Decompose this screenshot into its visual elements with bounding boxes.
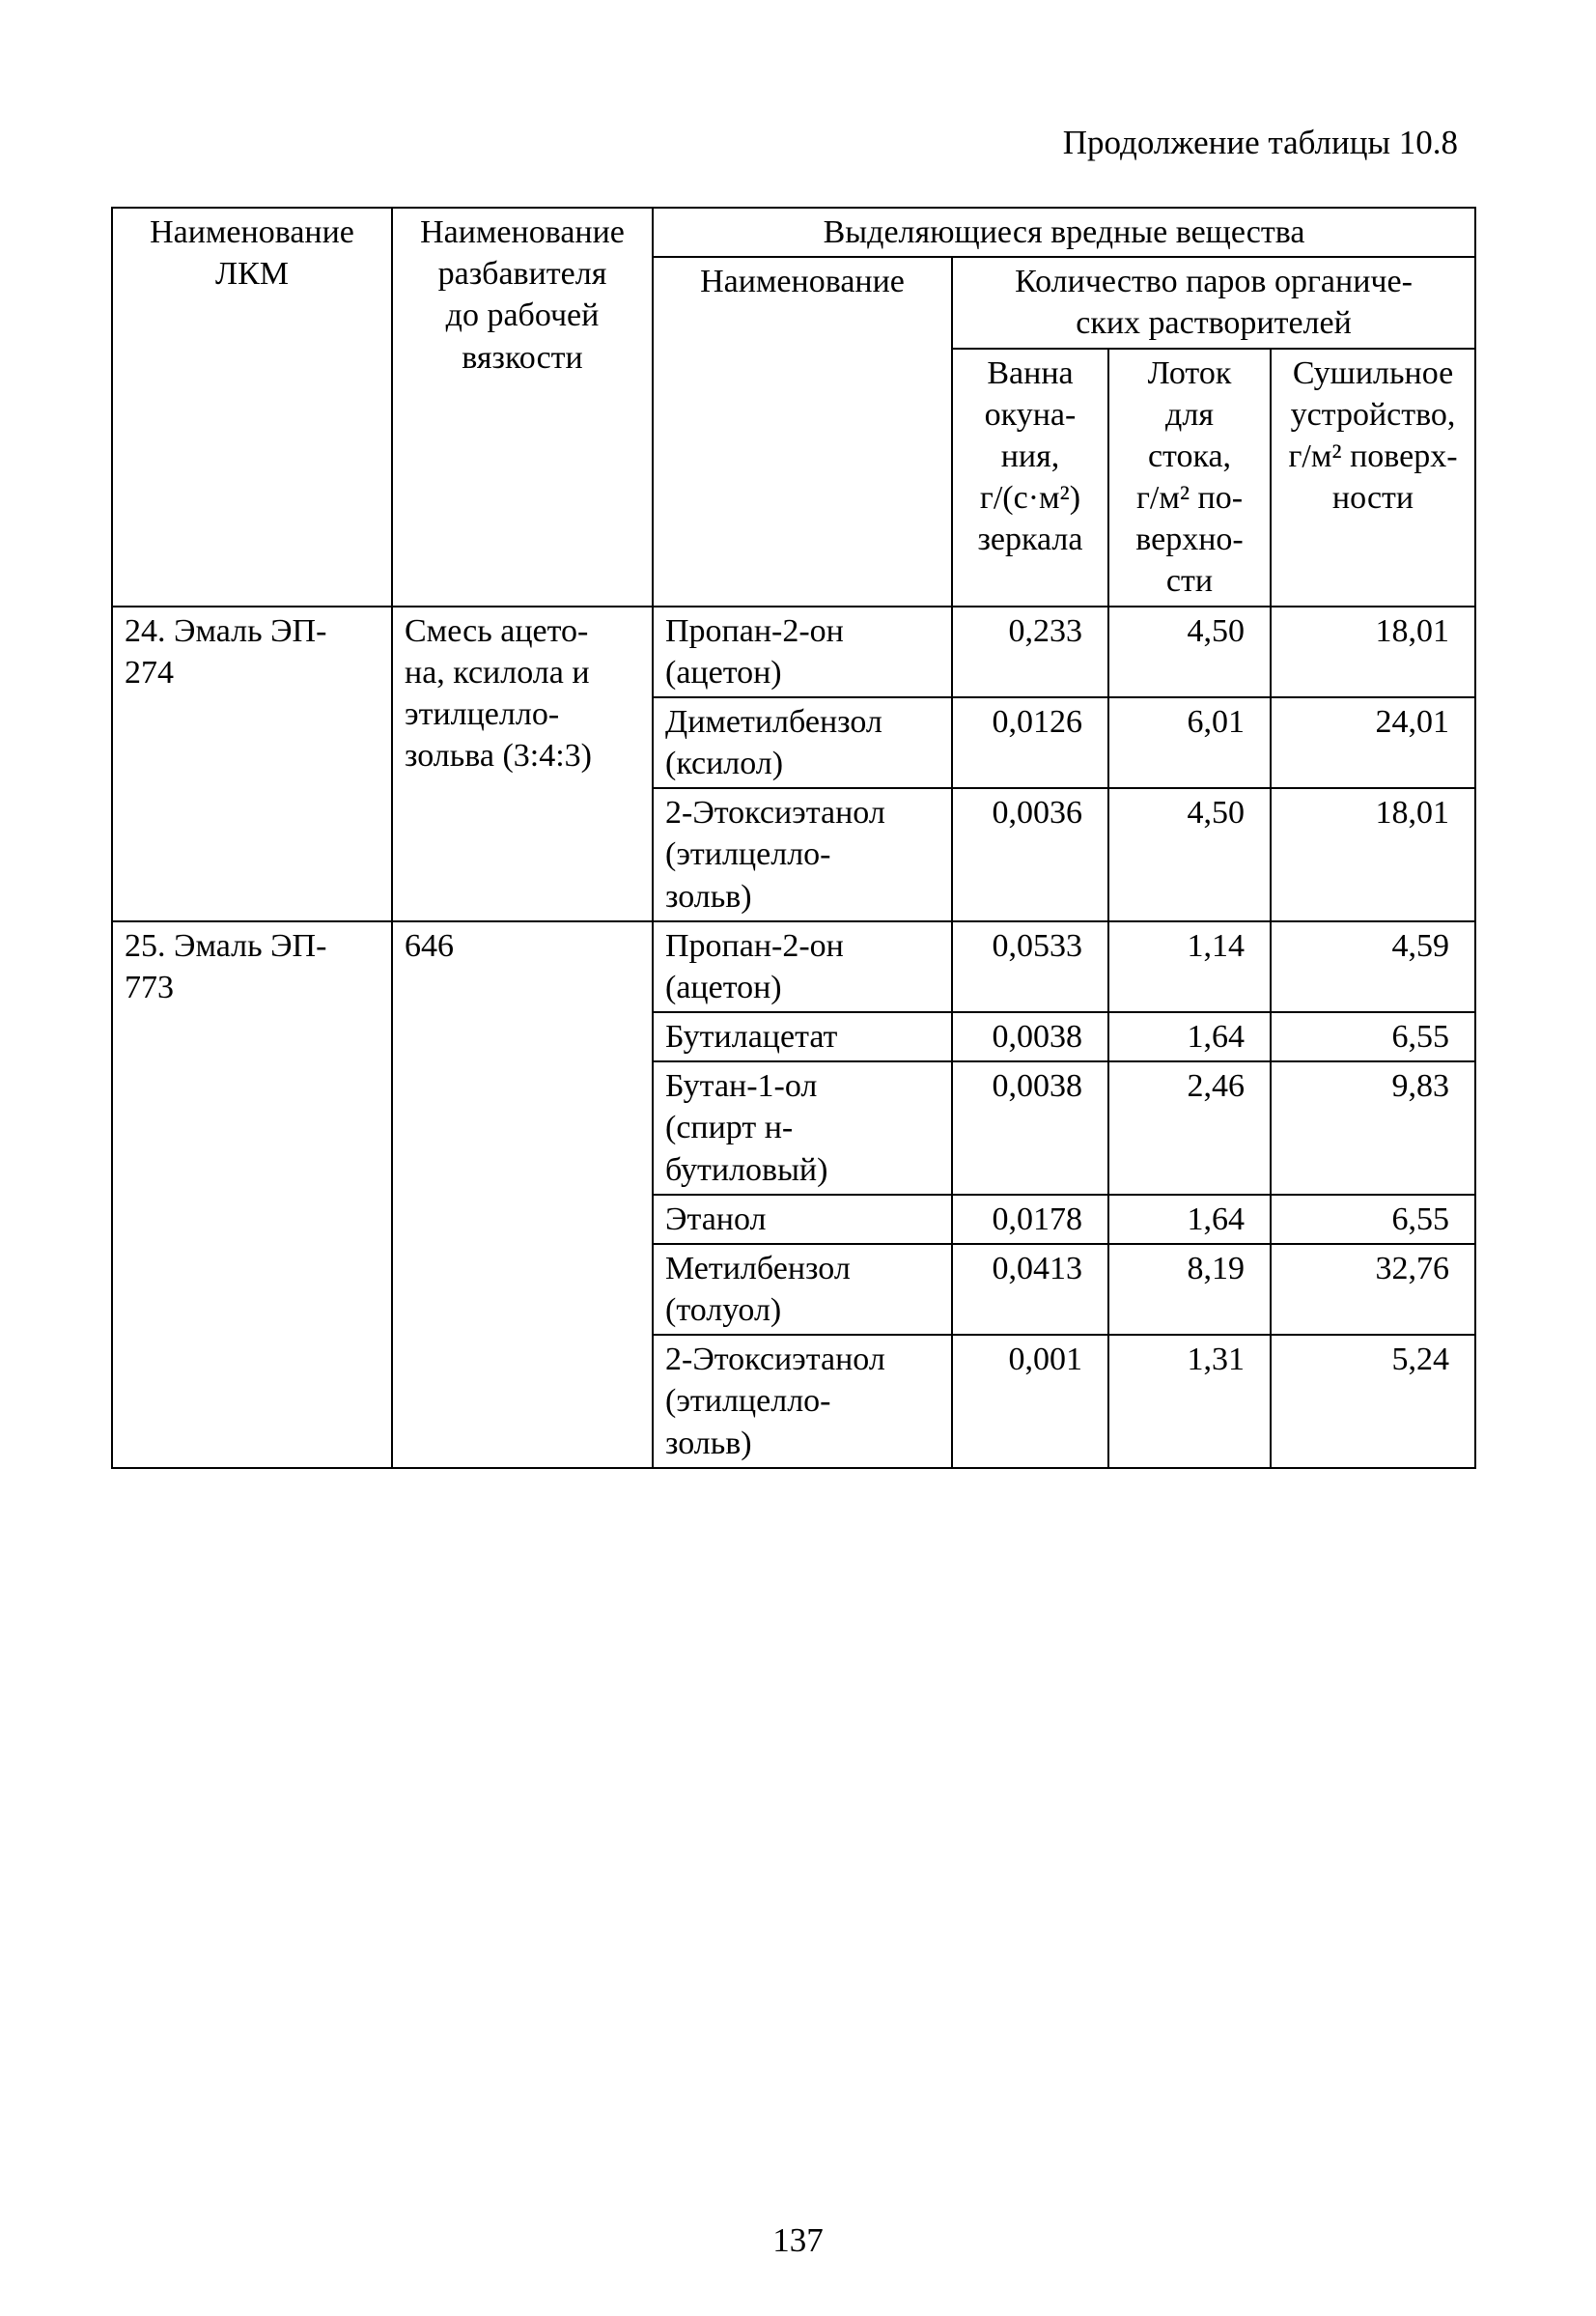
tray-value-cell: 4,50 (1108, 607, 1271, 697)
bath-value-cell: 0,0126 (952, 697, 1108, 788)
substance-name-cell: Метилбензол (толуол) (653, 1244, 952, 1335)
header-tray: Лоток для стока, г/м² по- верхно- сти (1108, 349, 1271, 607)
thinner-cell: 646 (392, 921, 653, 1468)
tray-value-cell: 6,01 (1108, 697, 1271, 788)
tray-value-cell: 1,31 (1108, 1335, 1271, 1468)
thinner-cell: Смесь ацето- на, ксилола и этилцелло- зольва (3:4:3) (392, 607, 653, 921)
header-harmful: Выделяющиеся вредные вещества (653, 208, 1475, 257)
substance-name-cell: Этанол (653, 1195, 952, 1244)
substance-name-cell: Пропан-2-он (ацетон) (653, 607, 952, 697)
dryer-value-cell: 6,55 (1271, 1195, 1475, 1244)
dryer-value-cell: 4,59 (1271, 921, 1475, 1012)
tray-value-cell: 4,50 (1108, 788, 1271, 921)
tray-value-cell: 1,14 (1108, 921, 1271, 1012)
substance-name-cell: Пропан-2-он (ацетон) (653, 921, 952, 1012)
dryer-value-cell: 6,55 (1271, 1012, 1475, 1061)
emissions-table (111, 207, 1476, 1469)
header-dryer: Сушильное устройство, г/м² поверх- ности (1271, 349, 1475, 607)
table-row (112, 921, 1475, 1012)
tray-value-cell: 1,64 (1108, 1195, 1271, 1244)
substance-name-cell: 2-Этоксиэтанол (этилцелло- зольв) (653, 788, 952, 921)
dryer-value-cell: 18,01 (1271, 788, 1475, 921)
dryer-value-cell: 9,83 (1271, 1061, 1475, 1195)
page-number: 137 (772, 2221, 824, 2259)
bath-value-cell: 0,0036 (952, 788, 1108, 921)
bath-value-cell: 0,0413 (952, 1244, 1108, 1335)
header-thinner: Наименование разбавителя до рабочей вязкости (392, 208, 653, 607)
table-row (112, 607, 1475, 697)
header-name: Наименование (653, 257, 952, 606)
dryer-value-cell: 24,01 (1271, 697, 1475, 788)
header-lkm: Наименование ЛКМ (112, 208, 392, 607)
bath-value-cell: 0,0533 (952, 921, 1108, 1012)
lkm-name-cell: 24. Эмаль ЭП- 274 (112, 607, 392, 921)
substance-name-cell: Диметилбензол (ксилол) (653, 697, 952, 788)
dryer-value-cell: 18,01 (1271, 607, 1475, 697)
substance-name-cell: Бутан-1-ол (спирт н- бутиловый) (653, 1061, 952, 1195)
bath-value-cell: 0,001 (952, 1335, 1108, 1468)
table-caption: Продолжение таблицы 10.8 (1062, 124, 1458, 161)
lkm-name-cell: 25. Эмаль ЭП- 773 (112, 921, 392, 1468)
bath-value-cell: 0,0038 (952, 1061, 1108, 1195)
bath-value-cell: 0,0038 (952, 1012, 1108, 1061)
header-amount: Количество паров органиче- ских растворителей (952, 257, 1475, 348)
substance-name-cell: 2-Этоксиэтанол (этилцелло- зольв) (653, 1335, 952, 1468)
bath-value-cell: 0,0178 (952, 1195, 1108, 1244)
dryer-value-cell: 32,76 (1271, 1244, 1475, 1335)
bath-value-cell: 0,233 (952, 607, 1108, 697)
header-row-1 (112, 208, 1475, 257)
tray-value-cell: 2,46 (1108, 1061, 1271, 1195)
tray-value-cell: 1,64 (1108, 1012, 1271, 1061)
substance-name-cell: Бутилацетат (653, 1012, 952, 1061)
header-bath: Ванна окуна- ния, г/(с·м²) зеркала (952, 349, 1108, 607)
tray-value-cell: 8,19 (1108, 1244, 1271, 1335)
dryer-value-cell: 5,24 (1271, 1335, 1475, 1468)
